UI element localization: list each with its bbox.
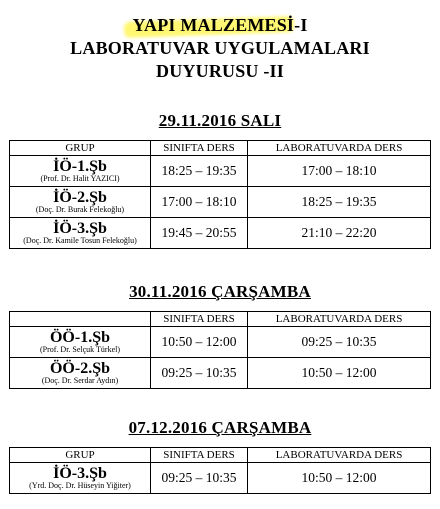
lab-time: 09:25 – 10:35	[248, 327, 431, 358]
title-line-2: LABORATUVAR UYGULAMALARI	[70, 38, 370, 58]
table-row	[10, 156, 431, 187]
group-name: İÖ-1.Şb	[53, 158, 107, 175]
header-lab: LABORATUVARDA DERS	[248, 141, 431, 156]
class-time: 18:25 – 19:35	[151, 156, 248, 187]
instructor-name: (Doç. Dr. Burak Felekoğlu)	[35, 205, 125, 214]
table-row	[10, 463, 431, 494]
group-name: ÖÖ-2.Şb	[49, 360, 110, 377]
header-class: SINIFTA DERS	[151, 312, 248, 327]
group-cell	[10, 156, 151, 187]
class-time: 19:45 – 20:55	[151, 218, 248, 249]
group-cell	[10, 218, 151, 249]
table-row	[10, 327, 431, 358]
header-lab: LABORATUVARDA DERS	[248, 448, 431, 463]
lab-time: 21:10 – 22:20	[248, 218, 431, 249]
schedule-table-3	[9, 447, 431, 494]
table-row	[10, 187, 431, 218]
table-header-row	[10, 448, 431, 463]
class-time: 09:25 – 10:35	[151, 358, 248, 389]
table-row	[10, 218, 431, 249]
header-group	[10, 312, 151, 327]
date-heading-1: 29.11.2016 SALI	[158, 111, 282, 130]
title-line-3: DUYURUSU -II	[156, 61, 284, 81]
lab-time: 10:50 – 12:00	[248, 358, 431, 389]
date-heading-2: 30.11.2016 ÇARŞAMBA	[129, 282, 311, 301]
group-name: İÖ-3.Şb	[53, 220, 107, 237]
header-group: GRUP	[10, 448, 151, 463]
header-lab: LABORATUVARDA DERS	[248, 312, 431, 327]
header-class: SINIFTA DERS	[151, 141, 248, 156]
announcement-title	[0, 14, 440, 83]
title-line-1: YAPI MALZEMESİ-I	[132, 14, 307, 37]
instructor-name: (Doç. Dr. Serdar Aydın)	[41, 376, 119, 385]
group-name: İÖ-2.Şb	[53, 189, 107, 206]
lab-time: 10:50 – 12:00	[248, 463, 431, 494]
header-class: SINIFTA DERS	[151, 448, 248, 463]
table-header-row	[10, 141, 431, 156]
instructor-name: (Yrd. Doç. Dr. Hüseyin Yiğiter)	[29, 481, 131, 490]
class-time: 10:50 – 12:00	[151, 327, 248, 358]
instructor-name: (Prof. Dr. Halit YAZICI)	[40, 174, 120, 183]
group-cell	[10, 187, 151, 218]
group-name: İÖ-3.Şb	[53, 465, 107, 482]
group-cell	[10, 463, 151, 494]
instructor-name: (Prof. Dr. Selçuk Türkel)	[39, 345, 121, 354]
lab-time: 17:00 – 18:10	[248, 156, 431, 187]
instructor-name: (Doç. Dr. Kamile Tosun Felekoğlu)	[23, 236, 137, 245]
table-header-row	[10, 312, 431, 327]
group-cell	[10, 327, 151, 358]
schedule-table-2	[9, 311, 431, 389]
schedule-table-1	[9, 140, 431, 249]
lab-time: 18:25 – 19:35	[248, 187, 431, 218]
group-name: ÖÖ-1.Şb	[49, 329, 110, 346]
class-time: 17:00 – 18:10	[151, 187, 248, 218]
table-row	[10, 358, 431, 389]
group-cell	[10, 358, 151, 389]
class-time: 09:25 – 10:35	[151, 463, 248, 494]
date-heading-3: 07.12.2016 ÇARŞAMBA	[128, 418, 312, 437]
header-group: GRUP	[10, 141, 151, 156]
